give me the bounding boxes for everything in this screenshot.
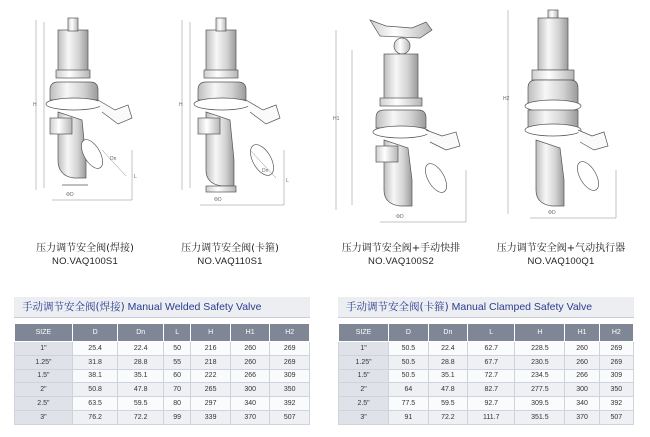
table-cell: 266 [230, 369, 270, 383]
dim-label-d-clamped: ΦD [214, 197, 222, 203]
table-cell: 2.5" [15, 397, 73, 411]
table-cell: 265 [191, 383, 231, 397]
table-row [339, 355, 634, 369]
table-cell: 28.8 [118, 355, 164, 369]
table-row [15, 410, 310, 424]
table-cell: 266 [565, 369, 599, 383]
table-cell: 47.8 [118, 383, 164, 397]
caption-clamped-cn: 压力调节安全阀(卡箍) [181, 243, 279, 254]
clamped-title-en: Manual Clamped Safety Valve [451, 301, 593, 313]
table-cell: 340 [230, 397, 270, 411]
caption-pneumatic-cn: 压力调节安全阀+气动执行器 [496, 243, 626, 254]
table-row [339, 383, 634, 397]
table-cell: 392 [270, 397, 310, 411]
table-cell: 370 [565, 410, 599, 424]
table-cell: 228.5 [515, 342, 565, 356]
table-cell: 47.8 [428, 383, 468, 397]
table-cell: 269 [599, 355, 633, 369]
table-cell: 507 [270, 410, 310, 424]
table-cell: 50.5 [389, 369, 429, 383]
table-cell: 22.4 [428, 342, 468, 356]
table-cell: 2.5" [339, 397, 389, 411]
col-header-dn: Dn [428, 324, 468, 342]
table-cell: 300 [565, 383, 599, 397]
welded-title-en: Manual Welded Safety Valve [127, 301, 262, 313]
caption-pneumatic-code: NO.VAQ100Q1 [527, 256, 595, 267]
dim-label-d-exhaust: ΦD [396, 214, 404, 220]
welded-panel-title [14, 297, 310, 318]
table-header-row [15, 324, 310, 342]
table-cell: 260 [565, 355, 599, 369]
table-header-row [339, 324, 634, 342]
table-cell: 300 [230, 383, 270, 397]
caption-quick-exhaust [326, 242, 476, 268]
table-cell: 35.1 [118, 369, 164, 383]
table-cell: 392 [599, 397, 633, 411]
caption-quick-exhaust-cn: 压力调节安全阀+手动快排 [341, 243, 461, 254]
table-cell: 1.5" [339, 369, 389, 383]
dim-label-h-welded: H [33, 102, 37, 108]
table-cell: 72.7 [468, 369, 515, 383]
table-cell: 3" [339, 410, 389, 424]
clamped-spec-panel [338, 297, 634, 425]
welded-spec-panel [14, 297, 310, 425]
table-row [339, 410, 634, 424]
table-cell: 55 [163, 355, 190, 369]
table-cell: 222 [191, 369, 231, 383]
table-cell: 80 [163, 397, 190, 411]
dim-label-dn-welded: Dn [110, 156, 117, 162]
table-cell: 269 [599, 342, 633, 356]
table-cell: 309 [270, 369, 310, 383]
table-cell: 59.5 [428, 397, 468, 411]
table-cell: 50.8 [72, 383, 118, 397]
table-cell: 59.5 [118, 397, 164, 411]
clamped-title-cn: 手动调节安全阀(卡箍) [346, 301, 449, 313]
table-cell: 370 [230, 410, 270, 424]
caption-welded-code: NO.VAQ100S1 [52, 256, 118, 267]
table-cell: 350 [599, 383, 633, 397]
dim-label-l-clamped: L [286, 178, 289, 184]
table-row [15, 383, 310, 397]
valve-drawing-welded [36, 18, 132, 200]
table-cell: 277.5 [515, 383, 565, 397]
table-cell: 2" [339, 383, 389, 397]
clamped-panel-title [338, 297, 634, 318]
caption-clamped-code: NO.VAQ110S1 [197, 256, 263, 267]
col-header-d: D [72, 324, 118, 342]
valve-drawing-clamped [182, 18, 284, 205]
table-cell: 64 [389, 383, 429, 397]
table-cell: 260 [565, 342, 599, 356]
valve-drawing-quick-exhaust [336, 20, 466, 222]
table-cell: 35.1 [428, 369, 468, 383]
table-cell: 76.2 [72, 410, 118, 424]
table-cell: 340 [565, 397, 599, 411]
caption-welded-cn: 压力调节安全阀(焊接) [36, 243, 134, 254]
table-cell: 72.2 [118, 410, 164, 424]
table-cell: 50.5 [389, 355, 429, 369]
table-cell: 91 [389, 410, 429, 424]
table-row [339, 369, 634, 383]
table-cell: 260 [230, 355, 270, 369]
table-row [15, 342, 310, 356]
col-header-h1: H1 [565, 324, 599, 342]
dim-label-h-clamped: H [179, 102, 183, 108]
table-cell: 22.4 [118, 342, 164, 356]
table-cell: 1.25" [339, 355, 389, 369]
dim-label-dn-clamped: Dn [262, 168, 269, 174]
table-cell: 63.5 [72, 397, 118, 411]
table-cell: 38.1 [72, 369, 118, 383]
table-cell: 99 [163, 410, 190, 424]
table-row [15, 369, 310, 383]
welded-spec-table [14, 323, 310, 425]
col-header-h2: H2 [270, 324, 310, 342]
table-cell: 70 [163, 383, 190, 397]
valve-drawing-pneumatic [508, 10, 616, 218]
table-cell: 260 [230, 342, 270, 356]
table-cell: 309 [599, 369, 633, 383]
table-cell: 230.5 [515, 355, 565, 369]
table-cell: 67.7 [468, 355, 515, 369]
col-header-h2: H2 [599, 324, 633, 342]
table-row [15, 355, 310, 369]
col-header-size: SIZE [15, 324, 73, 342]
table-cell: 269 [270, 355, 310, 369]
dim-label-d-welded: ΦD [66, 192, 74, 198]
caption-pneumatic [486, 242, 636, 268]
col-header-h: H [191, 324, 231, 342]
table-cell: 297 [191, 397, 231, 411]
col-header-dn: Dn [118, 324, 164, 342]
table-cell: 60 [163, 369, 190, 383]
caption-clamped [160, 242, 300, 268]
table-cell: 309.5 [515, 397, 565, 411]
dim-label-h2-pneumatic: H2 [503, 96, 510, 102]
table-cell: 218 [191, 355, 231, 369]
table-row [15, 397, 310, 411]
col-header-h1: H1 [230, 324, 270, 342]
col-header-d: D [389, 324, 429, 342]
table-cell: 31.8 [72, 355, 118, 369]
table-cell: 1" [15, 342, 73, 356]
table-cell: 350 [270, 383, 310, 397]
table-row [339, 342, 634, 356]
col-header-l: L [163, 324, 190, 342]
dim-label-h1-exhaust: H1 [333, 116, 340, 122]
table-row [339, 397, 634, 411]
table-cell: 50 [163, 342, 190, 356]
table-cell: 507 [599, 410, 633, 424]
table-cell: 111.7 [468, 410, 515, 424]
table-cell: 92.7 [468, 397, 515, 411]
welded-title-cn: 手动调节安全阀(焊接) [22, 301, 125, 313]
caption-quick-exhaust-code: NO.VAQ100S2 [368, 256, 434, 267]
table-cell: 269 [270, 342, 310, 356]
table-cell: 77.5 [389, 397, 429, 411]
dim-label-d-pneumatic: ΦD [548, 210, 556, 216]
table-cell: 3" [15, 410, 73, 424]
table-cell: 28.8 [428, 355, 468, 369]
col-header-l: L [468, 324, 515, 342]
col-header-h: H [515, 324, 565, 342]
table-cell: 234.5 [515, 369, 565, 383]
table-cell: 50.5 [389, 342, 429, 356]
table-cell: 1.25" [15, 355, 73, 369]
clamped-spec-table [338, 323, 634, 425]
table-cell: 25.4 [72, 342, 118, 356]
table-cell: 216 [191, 342, 231, 356]
table-cell: 351.5 [515, 410, 565, 424]
table-cell: 1.5" [15, 369, 73, 383]
table-cell: 82.7 [468, 383, 515, 397]
table-cell: 62.7 [468, 342, 515, 356]
caption-welded [15, 242, 155, 268]
table-cell: 72.2 [428, 410, 468, 424]
col-header-size: SIZE [339, 324, 389, 342]
table-cell: 339 [191, 410, 231, 424]
table-cell: 2" [15, 383, 73, 397]
dim-label-l-welded: L [134, 174, 137, 180]
table-cell: 1" [339, 342, 389, 356]
